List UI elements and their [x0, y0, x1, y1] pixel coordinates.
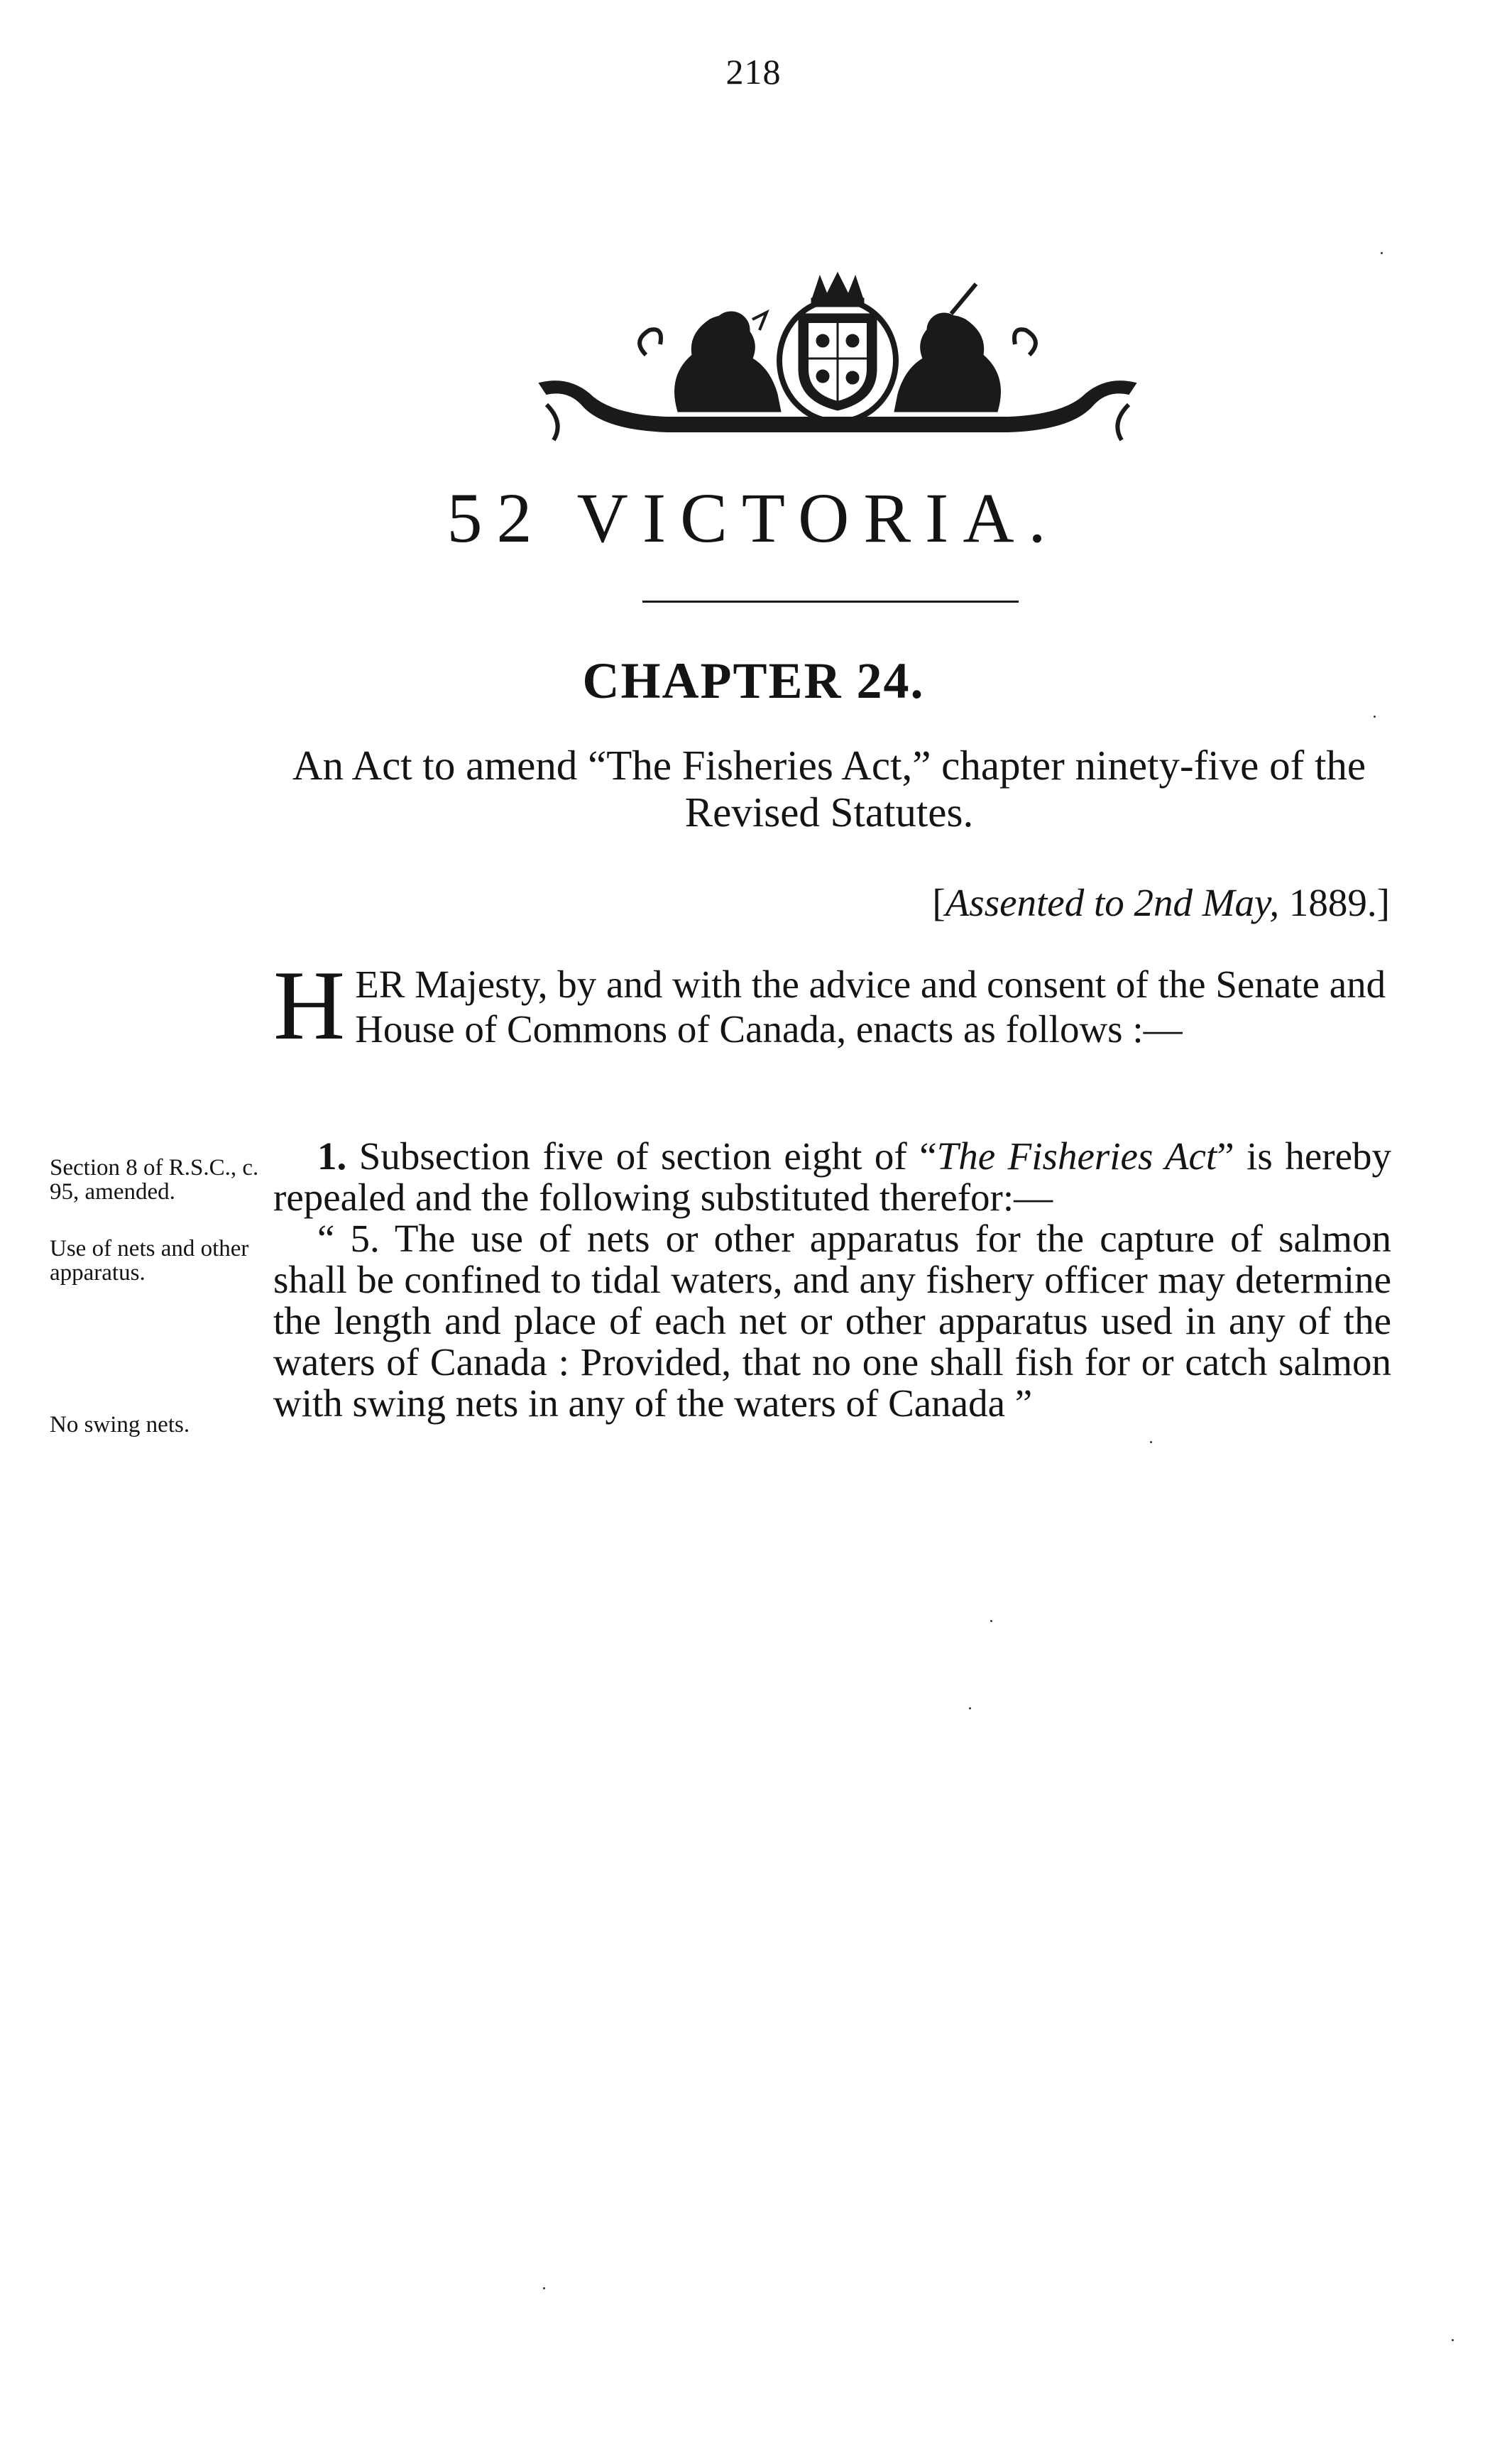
drop-cap: H: [273, 951, 346, 1061]
print-speck: [990, 1620, 992, 1622]
section-number: 1.: [317, 1134, 347, 1178]
print-speck: [1452, 2339, 1454, 2341]
print-speck: [1374, 716, 1376, 718]
marginal-note-no-swing-nets: No swing nets.: [50, 1412, 190, 1438]
chapter-heading: CHAPTER 24.: [582, 652, 925, 709]
section-1: [273, 1136, 1391, 1218]
act-long-title: An Act to amend “The Fisheries Act,” chapter ninety-five of the Revised Statutes.: [292, 742, 1366, 836]
enacting-text: ER Majesty, by and with the advice and consent of the Senate and House of Commons of Canada, enacts as follows :—: [355, 963, 1386, 1051]
page-number: 218: [725, 52, 782, 92]
enacting-clause: [273, 951, 1391, 1061]
print-speck: [1381, 252, 1383, 254]
statute-body: [273, 1136, 1391, 1424]
print-speck: [543, 2287, 545, 2289]
assent-year: 1889.]: [1279, 881, 1390, 924]
print-speck: [1150, 1441, 1152, 1443]
marginal-note-use-of-nets: Use of nets and other apparatus.: [50, 1236, 249, 1286]
marginal-note-amended: Section 8 of R.S.C., c. 95, amended.: [50, 1155, 259, 1205]
section-1-text-after: ” is hereby repealed and the following substituted therefor:—: [273, 1134, 1391, 1219]
section-1-text-before: Subsection five of section eight of “: [346, 1134, 937, 1178]
assent-date: [268, 880, 1390, 925]
regnal-year-title: 52 VICTORIA.: [446, 478, 1061, 557]
assent-italic: Assented to 2nd May,: [945, 881, 1280, 924]
act-name: The Fisheries Act: [936, 1134, 1217, 1178]
subsection-5: “ 5. The use of nets or other apparatus for the capture of salmon shall be confined to tidal waters, and any fishery officer may determine the length and place of each net or other apparatus used in any of the waters of Canada : Provided, that no one shall fish for or catch salmon with swing nets in any of the waters of Canada ”: [273, 1217, 1391, 1425]
assent-bracket: [: [932, 881, 946, 924]
title-divider: [642, 601, 1019, 603]
royal-coat-of-arms-icon: [525, 270, 1150, 454]
print-speck: [969, 1707, 971, 1709]
